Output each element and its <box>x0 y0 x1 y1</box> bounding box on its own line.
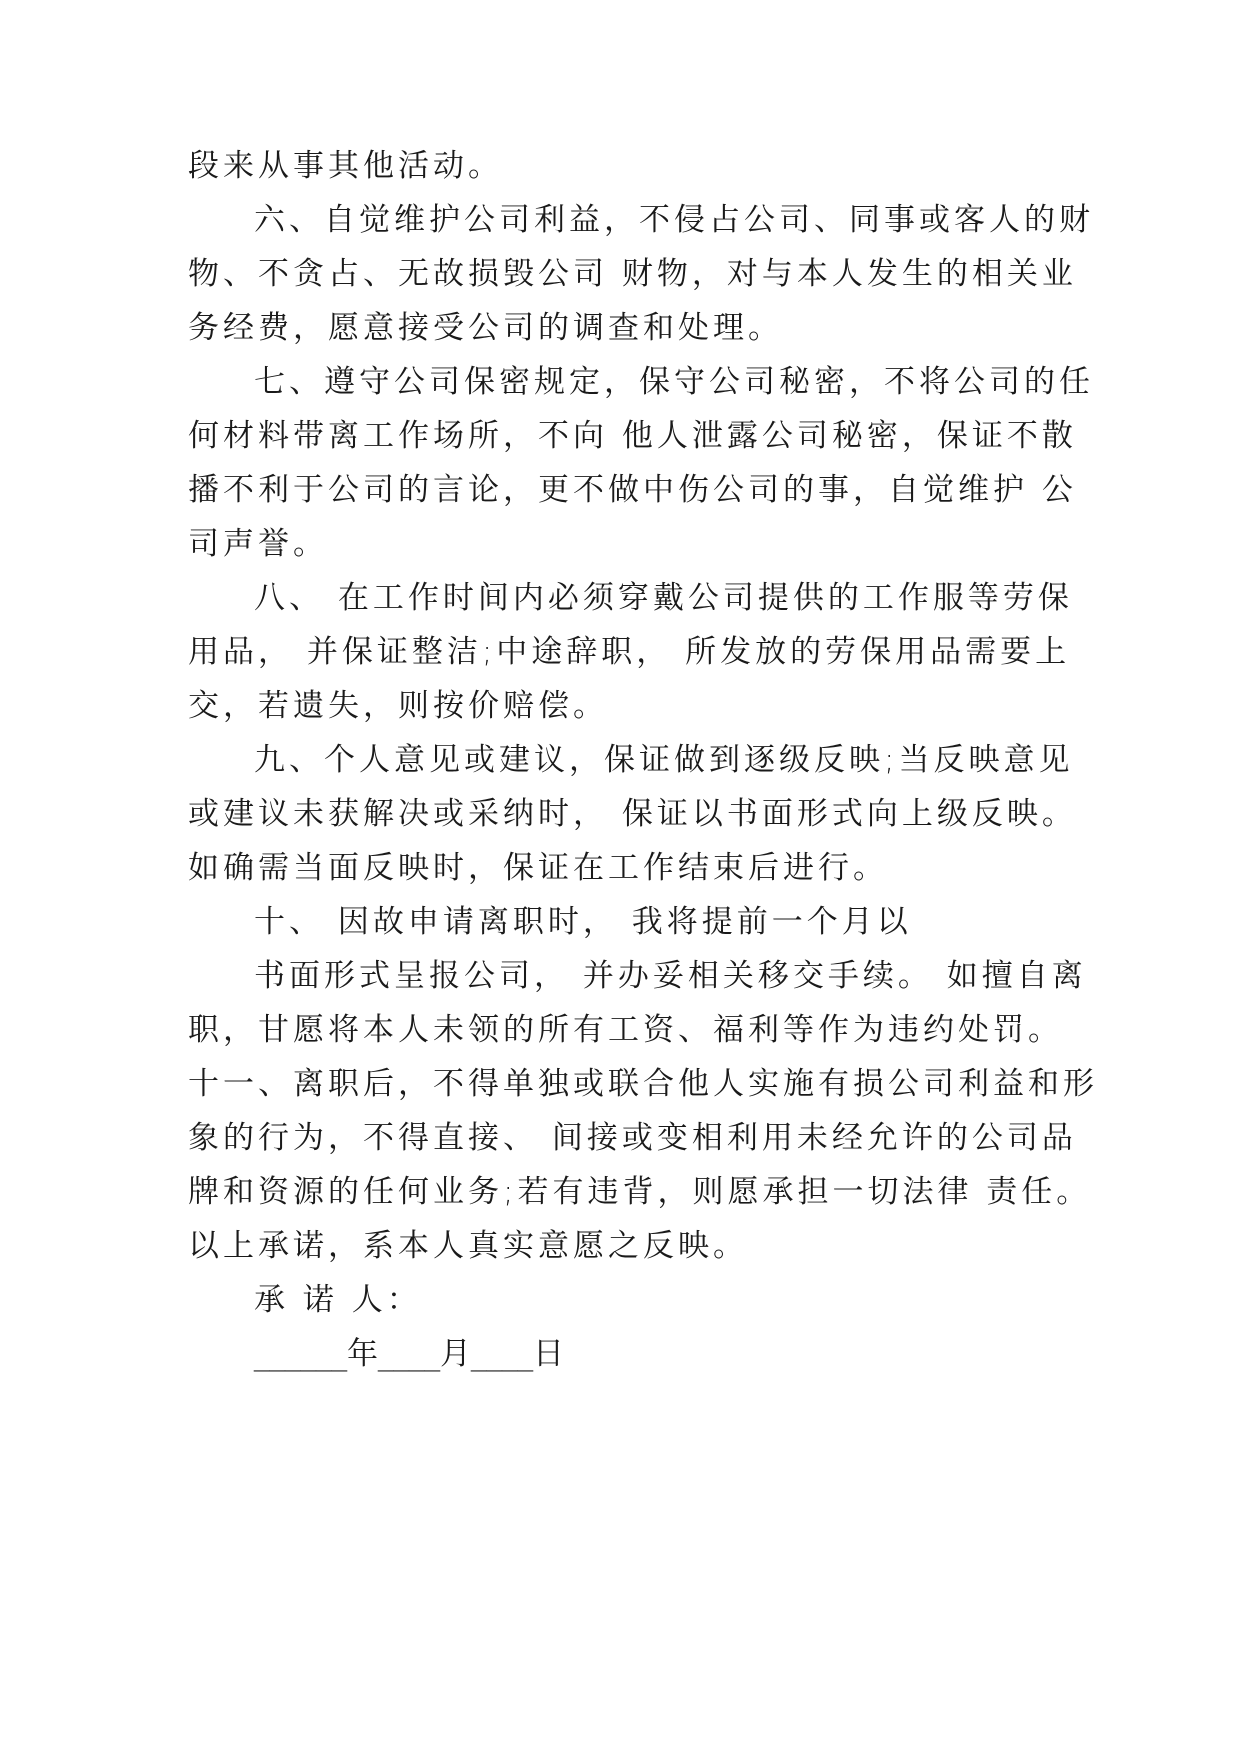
clause-10-line-1: 十、 因故申请离职时， 我将提前一个月以 <box>254 904 912 940</box>
clause-8-line-2: 用品， 并保证整洁;中途辞职， 所发放的劳保用品需要上 <box>188 634 1071 670</box>
clause-8-line-3: 交，若遗失，则按价赔偿。 <box>188 688 608 724</box>
clause-10-line-3: 职，甘愿将本人未领的所有工资、福利等作为违约处罚。 <box>188 1012 1063 1048</box>
clause-7-line-3: 播不利于公司的言论，更不做中伤公司的事，自觉维护 公 <box>188 472 1077 508</box>
clause-8-line-1: 八、 在工作时间内必须穿戴公司提供的工作服等劳保 <box>254 580 1073 616</box>
text-line: 段来从事其他活动。 <box>188 148 503 184</box>
closing-statement: 以上承诺，系本人真实意愿之反映。 <box>188 1228 748 1264</box>
clause-11-line-1: 十一、离职后，不得单独或联合他人实施有损公司利益和形 <box>188 1066 1098 1102</box>
clause-6-line-3: 务经费，愿意接受公司的调查和处理。 <box>188 310 783 346</box>
clause-7-line-1: 七、遵守公司保密规定，保守公司秘密，不将公司的任 <box>254 364 1094 400</box>
clause-9-line-1: 九、个人意见或建议，保证做到逐级反映;当反映意见 <box>254 742 1074 778</box>
clause-11-line-2: 象的行为，不得直接、 间接或变相利用未经允许的公司品 <box>188 1120 1077 1156</box>
clause-9-line-3: 如确需当面反映时，保证在工作结束后进行。 <box>188 850 888 886</box>
clause-9-line-2: 或建议未获解决或采纳时， 保证以书面形式向上级反映。 <box>188 796 1077 832</box>
clause-6-line-1: 六、自觉维护公司利益，不侵占公司、同事或客人的财 <box>254 202 1094 238</box>
clause-7-line-2: 何材料带离工作场所，不向 他人泄露公司秘密，保证不散 <box>188 418 1077 454</box>
clause-11-line-3: 牌和资源的任何业务;若有违背，则愿承担一切法律 责任。 <box>188 1174 1092 1210</box>
date-line: ______年____月____日 <box>254 1336 564 1372</box>
clause-10-line-2: 书面形式呈报公司， 并办妥相关移交手续。 如擅自离 <box>254 958 1087 994</box>
clause-6-line-2: 物、不贪占、无故损毁公司 财物，对与本人发生的相关业 <box>188 256 1077 292</box>
clause-7-line-4: 司声誉。 <box>188 526 328 562</box>
signatory-label: 承 诺 人： <box>254 1282 422 1318</box>
